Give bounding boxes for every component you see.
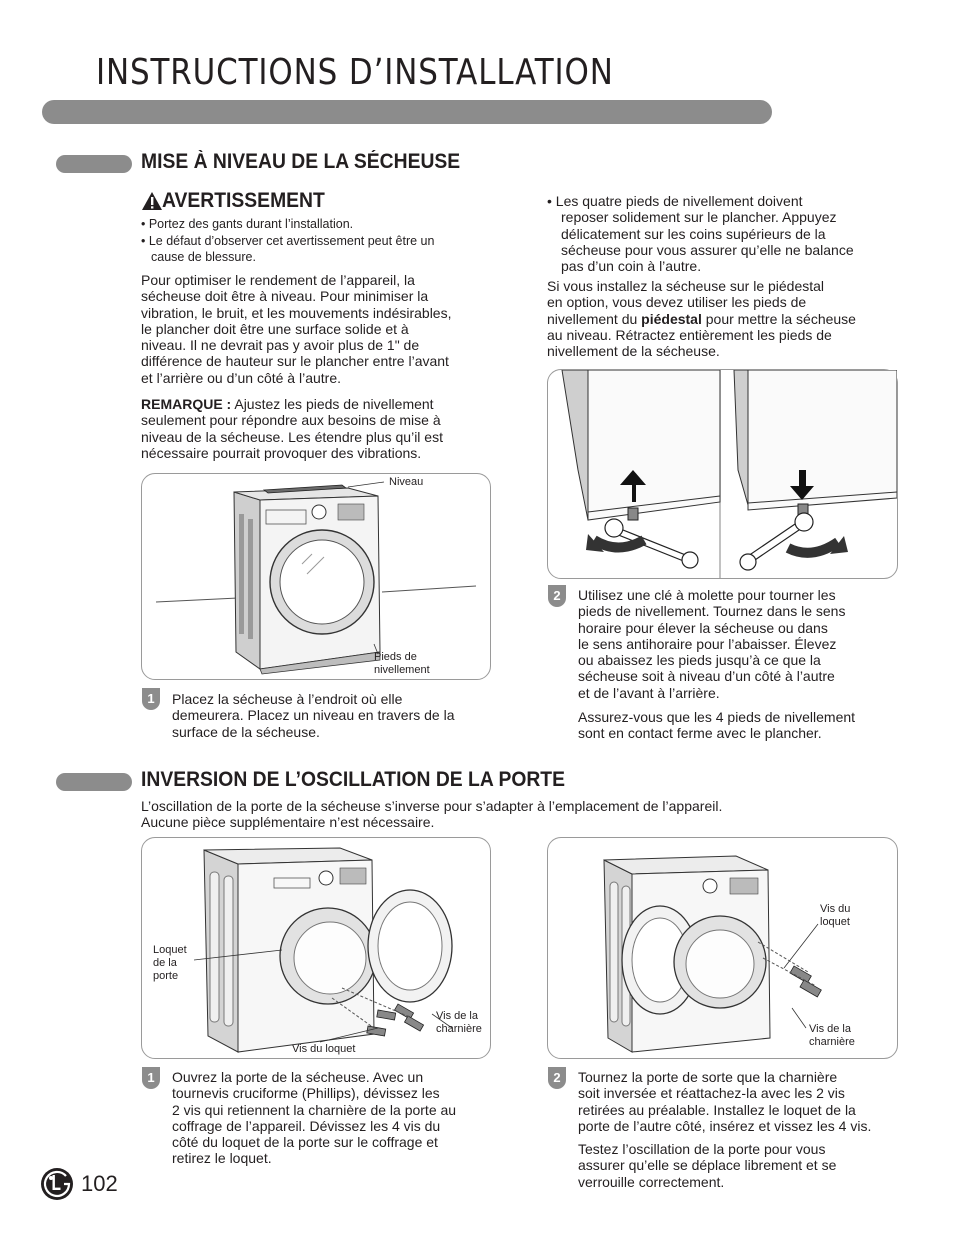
label-line: Vis de la: [436, 1010, 478, 1022]
dryer-illustration: [142, 474, 490, 679]
pedestal-paragraph: [547, 278, 907, 359]
label-door-latch: [153, 944, 187, 983]
label-line: loquet: [820, 916, 850, 928]
section-title-door-reversal: INVERSION DE L’OSCILLATION DE LA PORTE: [141, 768, 566, 791]
leveling-note: [141, 396, 501, 461]
warning-list: [141, 216, 501, 266]
text-line: soit inversée et réattachez-la avec les 2 vis: [578, 1085, 845, 1102]
text-line: Si vous installez la sécheuse sur le piédestal: [547, 278, 825, 294]
text-line: assurer qu’elle se déplace librement et se: [578, 1157, 837, 1174]
text-line: et l’arrière ou d’un côté à l’autre.: [141, 369, 341, 386]
text-line: Placez la sécheuse à l’endroit où elle: [172, 691, 403, 707]
text-line: • Les quatre pieds de nivellement doivent: [547, 193, 803, 209]
warning-block: [141, 189, 441, 215]
label-hinge-screws: [436, 1010, 482, 1036]
step-number: 1: [142, 1067, 160, 1089]
label-latch-screws: [820, 903, 850, 929]
step-number: 2: [548, 1067, 566, 1089]
text-line: retirées au préalable. Installez le loquet de la: [578, 1101, 856, 1118]
text-line: surface de la sécheuse.: [172, 723, 320, 740]
text-line: retirez le loquet.: [172, 1150, 272, 1167]
leveling-intro: [141, 272, 501, 386]
text-line: Tournez la porte de sorte que la charnière: [578, 1069, 838, 1085]
note-label: REMARQUE :: [141, 396, 232, 412]
text-line: Utilisez une clé à molette pour tourner les: [578, 587, 836, 603]
text-line: niveau. Il ne devrait pas y avoir plus de 1" de: [141, 337, 420, 354]
label-line: Vis du: [820, 903, 851, 915]
door-reversal-intro: [141, 798, 861, 831]
text-line: côté du loquet de la porte sur le coffrage et: [172, 1134, 438, 1151]
warning-item: • Portez des gants durant l’installation.: [141, 217, 354, 231]
label-level: Niveau: [389, 476, 424, 488]
section-marker: [56, 773, 132, 791]
text-line: Ajustez les pieds de nivellement: [231, 396, 434, 412]
text-line: Aucune pièce supplémentaire n’est nécessaire.: [141, 814, 435, 831]
text-line: porte de l’autre côté, insérez et vissez les 4 vis.: [578, 1117, 872, 1134]
warning-icon: [141, 191, 163, 211]
text-line: ou abaissez les pieds jusqu’à ce que la: [578, 652, 821, 669]
leveling-step2-text: [578, 587, 908, 701]
door-step1-text: [172, 1069, 502, 1167]
warning-item: cause de blessure.: [151, 250, 256, 264]
text-line: nivellement de la sécheuse.: [547, 343, 720, 360]
figure-door-reinstall: [547, 837, 898, 1059]
text-line: Assurez-vous que les 4 pieds de nivellement: [578, 709, 856, 725]
text-line: en option, vous devez utiliser les pieds de: [547, 294, 807, 311]
label-leveling-feet: [374, 651, 430, 677]
text-line: verrouille correctement.: [578, 1173, 725, 1190]
text-line: vibration, le bruit, et les mouvements indésirables,: [141, 304, 452, 321]
text-line: niveau de la sécheuse. Les étendre plus qu’il est: [141, 428, 443, 445]
section-marker: [56, 155, 132, 173]
figure-dryer-level: [141, 473, 491, 680]
leveling-step1-text: [172, 691, 492, 740]
text-line: Ouvrez la porte de la sécheuse. Avec un: [172, 1069, 424, 1085]
text-line: Pour optimiser le rendement de l’appareil, la: [141, 272, 415, 288]
text-line: sécheuse soit à niveau d’un côté à l’autre: [578, 668, 835, 685]
text-span: nivellement du: [547, 310, 642, 327]
door-step2-extra: [578, 1141, 908, 1190]
text-line: horaire pour élever la sécheuse ou dans: [578, 619, 828, 636]
title-bar: [42, 100, 772, 124]
text-line: coffrage de l’appareil. Dévissez les 4 vis du: [172, 1117, 441, 1134]
label-line: porte: [153, 970, 179, 982]
figure-wrench-feet: [547, 369, 898, 579]
text-line: reposer solidement sur le plancher. Appuyez: [561, 209, 837, 226]
label-line: Vis de la: [809, 1023, 851, 1035]
label-hinge-screws: [809, 1023, 855, 1049]
label-line: charnière: [809, 1036, 855, 1048]
lg-logo: [40, 1167, 74, 1201]
text-line: sont en contact ferme avec le plancher.: [578, 725, 822, 742]
text-line: pas d’un coin à l’autre.: [561, 258, 702, 275]
text-line: et de l’avant à l’arrière.: [578, 684, 720, 701]
label-line: Pieds de: [374, 651, 417, 663]
text-line: pieds de nivellement. Tournez dans le sens: [578, 603, 846, 620]
label-line: Loquet: [153, 944, 187, 956]
text-line: différence de hauteur sur le plancher entre l’avant: [141, 353, 449, 370]
page-number: 102: [81, 1171, 118, 1196]
page-title: INSTRUCTIONS D’INSTALLATION: [96, 52, 614, 93]
text-line: délicatement sur les coins supérieurs de la: [561, 225, 826, 242]
wrench-illustration: [548, 370, 897, 578]
label-latch-screws: Vis du loquet: [292, 1043, 356, 1055]
warning-title: AVERTISSEMENT: [162, 189, 325, 212]
step-number: 1: [142, 688, 160, 710]
label-line: charnière: [436, 1023, 482, 1035]
leveling-step2-extra: [578, 709, 908, 742]
text-line: Testez l’oscillation de la porte pour vous: [578, 1141, 826, 1157]
door-step2-text: [578, 1069, 908, 1134]
step-number: 2: [548, 585, 566, 607]
text-line: le sens antihoraire pour l’abaisser. Élevez: [578, 635, 837, 652]
text-line: nécessaire pourrait provoquer des vibrations.: [141, 444, 422, 461]
text-line: sécheuse pour vous assurer qu’elle ne balance: [561, 241, 854, 258]
warning-item: • Le défaut d’observer cet avertissement peut être un: [141, 233, 435, 248]
section-title-leveling: MISE À NIVEAU DE LA SÉCHEUSE: [141, 150, 461, 173]
text-line: tournevis cruciforme (Phillips), dévissez les: [172, 1085, 440, 1102]
text-line: seulement pour répondre aux besoins de mise à: [141, 412, 441, 429]
text-line: le plancher doit être une surface solide et à: [141, 320, 409, 337]
lg-logo-icon: [40, 1167, 74, 1201]
leveling-bullet: [547, 193, 902, 274]
figure-door-removal: [141, 837, 491, 1059]
text-span: pour mettre la sécheuse: [701, 310, 856, 327]
label-line: nivellement: [374, 664, 430, 676]
text-line: L’oscillation de la porte de la sécheuse s’inverse pour s’adapter à l’emplacement de l’appareil.: [141, 798, 723, 814]
bold-term: piédestal: [641, 310, 702, 327]
text-line: 2 vis qui retiennent la charnière de la porte au: [172, 1101, 457, 1118]
text-line: au niveau. Rétractez entièrement les pieds de: [547, 326, 832, 343]
text-line: sécheuse doit être à niveau. Pour minimiser la: [141, 288, 429, 305]
text-line: demeurera. Placez un niveau en travers de la: [172, 707, 455, 724]
label-line: de la: [153, 957, 177, 969]
